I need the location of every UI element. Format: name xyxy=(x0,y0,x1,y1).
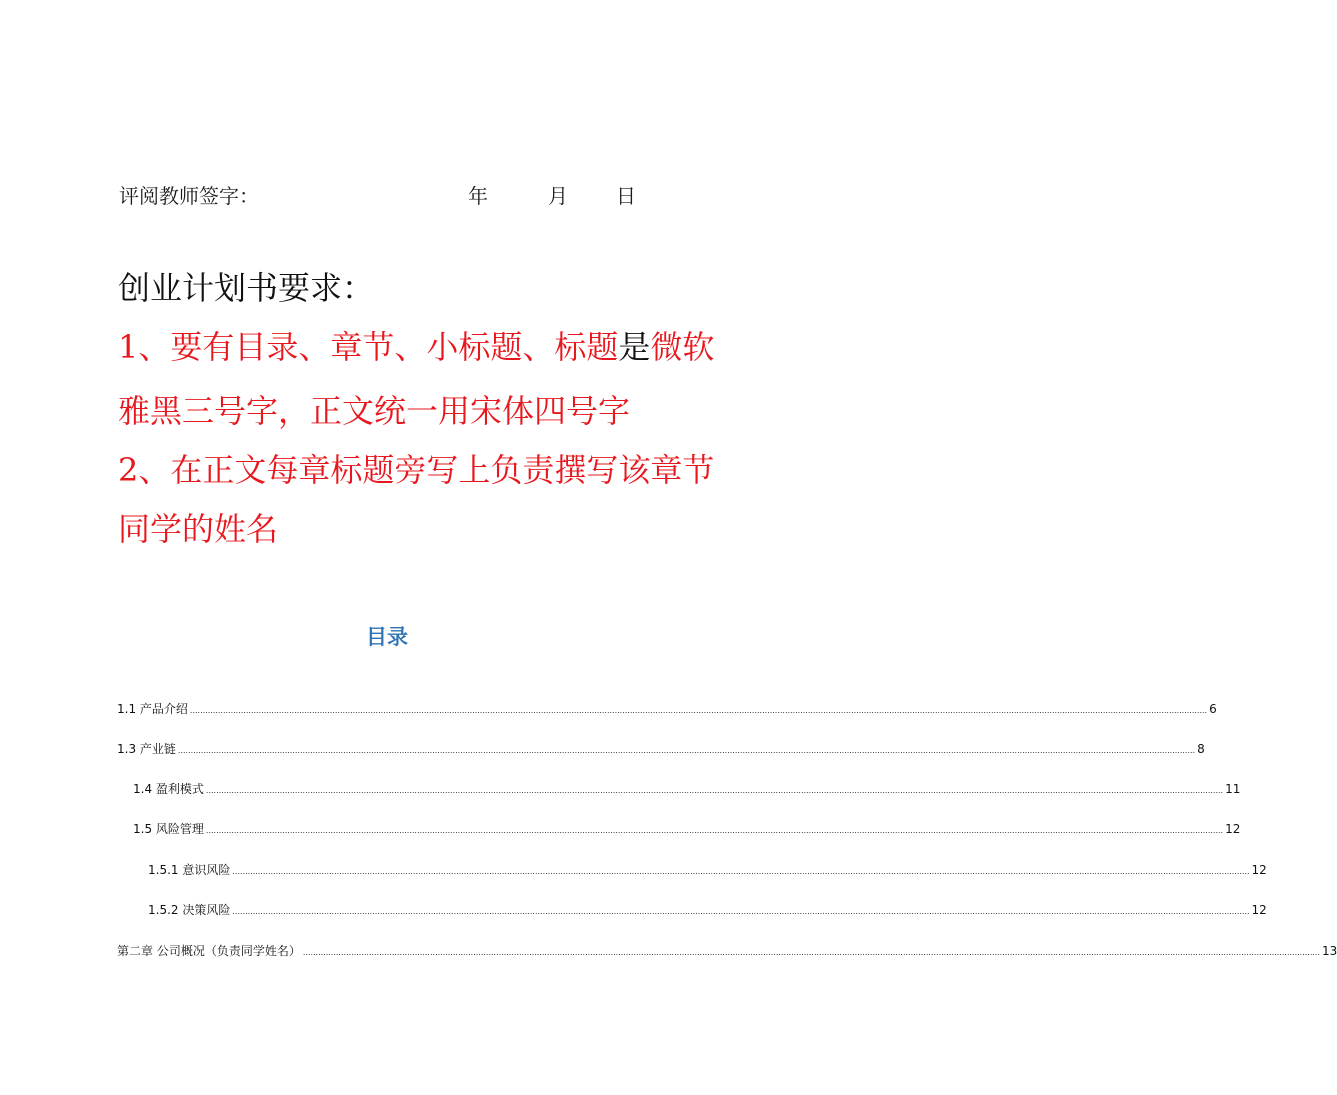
toc-leader-dots: ................................................................................................................................................................................................................................................................................................................................................................................................................ xyxy=(205,826,1224,835)
toc-entry[interactable] xyxy=(148,901,1267,919)
toc-entry[interactable] xyxy=(133,780,1241,798)
signature-label: 评阅教师签字： xyxy=(119,184,259,208)
toc-heading: 目录 xyxy=(366,625,408,649)
signature-line xyxy=(119,182,659,210)
requirement-1-continuation: 雅黑三号字，正文统一用宋体四号字 xyxy=(118,392,631,430)
requirement-1-line xyxy=(118,325,714,369)
toc-entry-text: 1.4 盈利模式 xyxy=(133,782,204,796)
requirement-1-text: 1、要有目录、章节、小标题、标题 xyxy=(118,328,619,366)
signature-month: 月 xyxy=(548,184,568,208)
requirements-title: 创业计划书要求： xyxy=(118,269,375,307)
requirement-2-continuation: 同学的姓名 xyxy=(118,510,279,548)
toc-page-number: 13 xyxy=(1322,944,1337,958)
toc-leader-dots: ................................................................................................................................................................................................................................................................................................................................................................................................................ xyxy=(177,746,1196,755)
signature-day: 日 xyxy=(616,184,636,208)
toc-entry[interactable] xyxy=(117,700,1217,718)
toc-page-number: 12 xyxy=(1225,822,1241,836)
toc-entry[interactable] xyxy=(117,740,1205,758)
toc-leader-dots: ................................................................................................................................................................................................................................................................................................................................................................................................................ xyxy=(205,786,1224,795)
toc-page-number: 12 xyxy=(1251,863,1267,877)
toc-page-number: 12 xyxy=(1251,903,1267,917)
toc-entry-text: 1.3 产业链 xyxy=(117,742,176,756)
requirement-1-black-char: 是 xyxy=(618,328,651,366)
toc-entry[interactable] xyxy=(148,861,1267,879)
requirement-1-font-name: 微软 xyxy=(650,328,715,366)
toc-page-number: 6 xyxy=(1209,702,1217,716)
toc-leader-dots: ................................................................................................................................................................................................................................................................................................................................................................................................................ xyxy=(302,948,1321,957)
toc-entry-text: 第二章 公司概况（负责同学姓名） xyxy=(117,944,301,958)
toc-leader-dots: ................................................................................................................................................................................................................................................................................................................................................................................................................ xyxy=(232,907,1250,916)
toc-entry-text: 1.5.2 决策风险 xyxy=(148,903,231,917)
toc-entry[interactable] xyxy=(133,820,1241,838)
toc-entry-text: 1.5.1 意识风险 xyxy=(148,863,231,877)
toc-page-number: 11 xyxy=(1225,782,1241,796)
toc-leader-dots: ................................................................................................................................................................................................................................................................................................................................................................................................................ xyxy=(189,706,1208,715)
toc-entry[interactable] xyxy=(117,942,1337,960)
requirement-2-line: 2、在正文每章标题旁写上负责撰写该章节 xyxy=(118,451,715,489)
toc-page-number: 8 xyxy=(1197,742,1205,756)
toc-entry-text: 1.1 产品介绍 xyxy=(117,702,188,716)
toc-entry-text: 1.5 风险管理 xyxy=(133,822,204,836)
signature-year: 年 xyxy=(468,184,488,208)
toc-leader-dots: ................................................................................................................................................................................................................................................................................................................................................................................................................ xyxy=(232,867,1250,876)
